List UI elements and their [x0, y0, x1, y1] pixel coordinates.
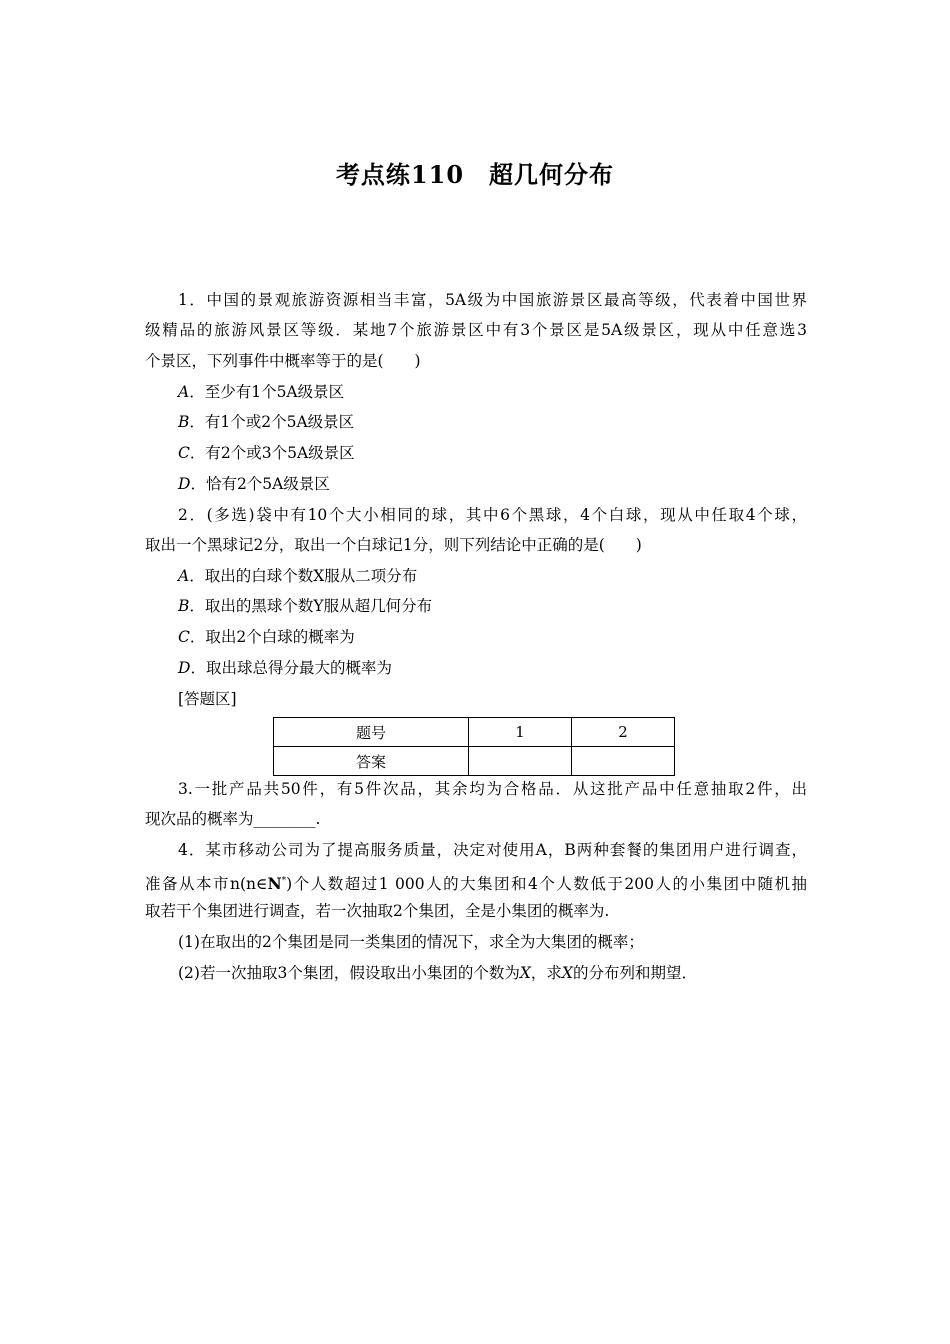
answer-cell-1[interactable]	[469, 747, 572, 776]
question-2-header: 2	[572, 718, 675, 747]
page-title: 考点练110 超几何分布	[335, 160, 615, 189]
q1-option-a: A．至少有1个5A级景区	[178, 383, 345, 401]
answer-table	[273, 717, 675, 776]
q1-line-1: 1．中国的景观旅游资源相当丰富，5A级为中国旅游景区最高等级，代表着中国世界	[178, 291, 807, 309]
answer-table-header-row	[274, 718, 675, 747]
q1-option-b: B．有1个或2个5A级景区	[178, 413, 355, 431]
q4-line-1: 4．某市移动公司为了提高服务质量，决定对使用A，B两种套餐的集团用户进行调查，	[178, 841, 807, 859]
q4-line-2: 准备从本市n(n∈N*)个人数超过1 000人的大集团和4个人数低于200人的小集团中随机抽	[145, 874, 807, 894]
answer-row-label: 答案	[274, 747, 469, 776]
q2-option-c: C．取出2个白球的概率为	[178, 628, 355, 646]
answer-cell-2[interactable]	[572, 747, 675, 776]
q1-option-d: D．恰有2个5A级景区	[178, 475, 330, 493]
q4-sub-question-2: (2)若一次抽取3个集团，假设取出小集团的个数为X，求X的分布列和期望．	[178, 964, 697, 982]
q3-line-2: 现次品的概率为________.	[145, 810, 321, 828]
question-1-header: 1	[469, 718, 572, 747]
q1-line-2: 级精品的旅游风景区等级．某地7个旅游景区中有3个景区是5A级景区，现从中任意选3	[145, 321, 807, 339]
q1-line-3: 个景区，下列事件中概率等于的是( )	[145, 352, 421, 370]
answer-table-answer-row	[274, 747, 675, 776]
q2-option-d: D．取出球总得分最大的概率为	[178, 659, 392, 677]
answer-area-label: [答题区]	[178, 690, 237, 708]
question-number-header: 题号	[274, 718, 469, 747]
q2-line-1: 2．(多选)袋中有10个大小相同的球，其中6个黑球，4个白球，现从中任取4个球，	[178, 506, 807, 524]
q2-option-b: B．取出的黑球个数Y服从超几何分布	[178, 597, 433, 615]
q4-line-3: 取若干个集团进行调查，若一次抽取2个集团，全是小集团的概率为.	[145, 902, 610, 920]
q1-option-c: C．有2个或3个5A级景区	[178, 444, 355, 462]
q2-line-2: 取出一个黑球记2分，取出一个白球记1分，则下列结论中正确的是( )	[145, 536, 642, 554]
q3-line-1: 3.一批产品共50件，有5件次品，其余均为合格品．从这批产品中任意抽取2件，出	[178, 780, 807, 798]
q4-sub-question-1: (1)在取出的2个集团是同一类集团的情况下，求全为大集团的概率；	[178, 933, 644, 951]
q2-option-a: A．取出的白球个数X服从二项分布	[178, 567, 418, 585]
